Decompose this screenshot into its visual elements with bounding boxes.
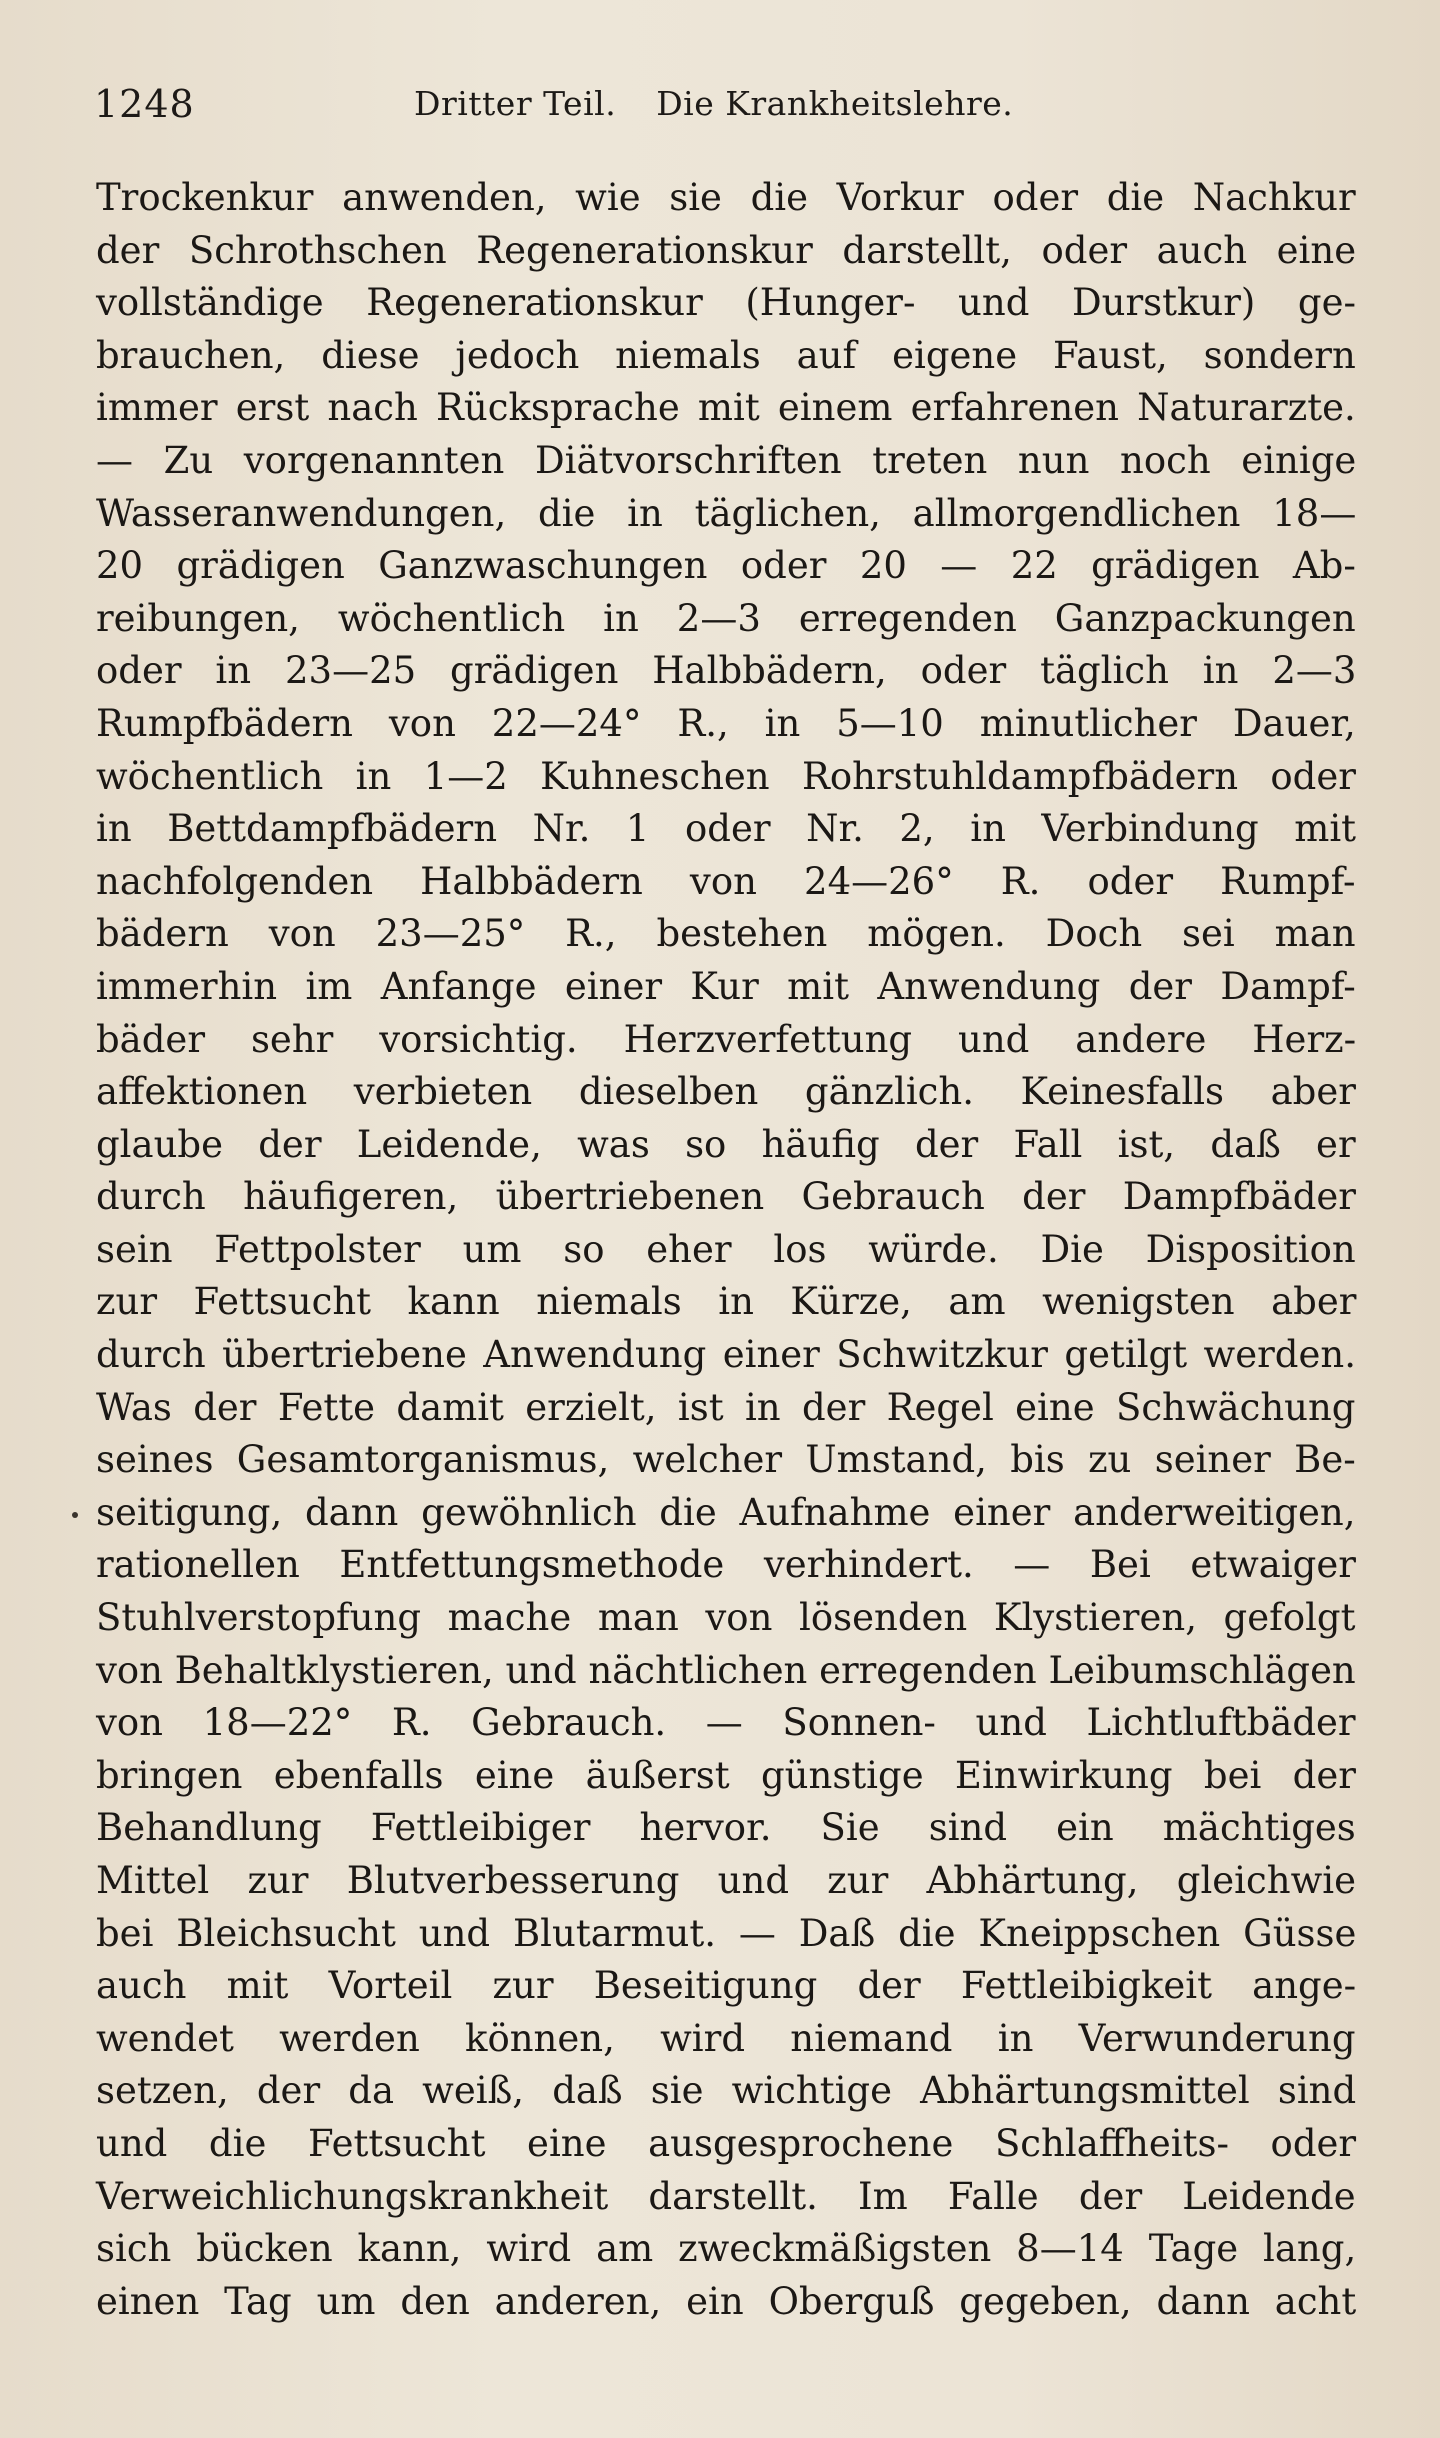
text-line: seitigung, dann gewöhnlich die Aufnahme einer anderweitigen, bbox=[96, 1490, 1356, 1534]
text-line: immerhin im Anfange einer Kur mit Anwendung der Dampf- bbox=[96, 964, 1356, 1008]
text-line: bädern von 23—25° R., bestehen mögen. Doch sei man bbox=[96, 912, 1356, 956]
body-text bbox=[96, 172, 1356, 2328]
text-line: brauchen, diese jedoch niemals auf eigene Faust, sondern bbox=[96, 333, 1356, 377]
text-line: seines Gesamtorganismus, welcher Umstand, bis zu seiner Be- bbox=[96, 1438, 1356, 1482]
text-line: Trockenkur anwenden, wie sie die Vorkur oder die Nachkur bbox=[96, 176, 1356, 219]
text-line: sein Fettpolster um so eher los würde. Die Disposition bbox=[96, 1227, 1356, 1271]
text-line: von 18—22° R. Gebrauch. — Sonnen- und Lichtluftbäder bbox=[96, 1701, 1356, 1745]
page-number: 1248 bbox=[94, 82, 195, 126]
text-line: Wasseranwendungen, die in täglichen, allmorgendlichen 18— bbox=[96, 491, 1357, 535]
text-line: glaube der Leidende, was so häufig der Fall ist, daß er bbox=[96, 1122, 1356, 1166]
text-line: bringen ebenfalls eine äußerst günstige Einwirkung bei der bbox=[96, 1753, 1356, 1797]
text-line: der Schrothschen Regenerationskur darstellt, oder auch eine bbox=[96, 228, 1357, 272]
text-line: — Zu vorgenannten Diätvorschriften treten nun noch einige bbox=[96, 438, 1357, 482]
text-line: rationellen Entfettungsmethode verhindert. — Bei etwaiger bbox=[96, 1543, 1356, 1587]
text-line: wöchentlich in 1—2 Kuhneschen Rohrstuhldampfbädern oder bbox=[96, 754, 1356, 798]
text-line: in Bettdampfbädern Nr. 1 oder Nr. 2, in Verbindung mit bbox=[96, 807, 1357, 851]
text-line: Was der Fette damit erzielt, ist in der Regel eine Schwächung bbox=[96, 1385, 1356, 1429]
text-line: Behandlung Fettleibiger hervor. Sie sind ein mächtiges bbox=[96, 1806, 1356, 1850]
text-line: von Behaltklystieren, und nächtlichen erregenden Leibumschlägen bbox=[96, 1648, 1356, 1692]
text-line: wendet werden können, wird niemand in Verwunderung bbox=[96, 2016, 1356, 2060]
margin-mark bbox=[72, 1512, 78, 1518]
text-line: durch häufigeren, übertriebenen Gebrauch der Dampfbäder bbox=[96, 1175, 1356, 1219]
page-header bbox=[94, 78, 1374, 138]
text-line: auch mit Vorteil zur Beseitigung der Fettleibigkeit ange- bbox=[96, 1964, 1357, 2008]
text-line: reibungen, wöchentlich in 2—3 erregenden Ganzpackungen bbox=[96, 596, 1356, 640]
text-line: Mittel zur Blutverbesserung und zur Abhärtung, gleichwie bbox=[96, 1859, 1356, 1902]
text-line: vollständige Regenerationskur (Hunger- und Durstkur) ge- bbox=[96, 281, 1357, 325]
text-line: 20 grädigen Ganzwaschungen oder 20 — 22 grädigen Ab- bbox=[96, 544, 1356, 588]
text-line: und die Fettsucht eine ausgesprochene Schlaffheits- oder bbox=[96, 2121, 1357, 2165]
text-line: Verweichlichungskrankheit darstellt. Im Falle der Leidende bbox=[96, 2174, 1356, 2218]
text-line: sich bücken kann, wird am zweckmäßigsten 8—14 Tage lang, bbox=[96, 2227, 1357, 2271]
text-line: Stuhlverstopfung mache man von lösenden Klystieren, gefolgt bbox=[96, 1596, 1356, 1640]
running-head bbox=[414, 84, 1013, 123]
text-line: bei Bleichsucht und Blutarmut. — Daß die Kneippschen Güsse bbox=[96, 1911, 1357, 1955]
text-line: Rumpfbädern von 22—24° R., in 5—10 minutlicher Dauer, bbox=[96, 701, 1356, 745]
text-line: durch übertriebene Anwendung einer Schwitzkur getilgt werden. bbox=[96, 1333, 1356, 1377]
running-head-part: Dritter Teil. bbox=[414, 84, 617, 123]
text-line: nachfolgenden Halbbädern von 24—26° R. oder Rumpf- bbox=[96, 859, 1356, 903]
text-line: bäder sehr vorsichtig. Herzverfettung und andere Herz- bbox=[96, 1017, 1357, 1061]
text-line: immer erst nach Rücksprache mit einem erfahrenen Naturarzte. bbox=[96, 386, 1356, 430]
text-line: oder in 23—25 grädigen Halbbädern, oder täglich in 2—3 bbox=[96, 649, 1357, 693]
text-line: affektionen verbieten dieselben gänzlich. Keinesfalls aber bbox=[96, 1070, 1356, 1114]
running-head-section: Die Krankheitslehre. bbox=[656, 84, 1014, 123]
text-line: setzen, der da weiß, daß sie wichtige Abhärtungsmittel sind bbox=[96, 2069, 1357, 2113]
text-line: einen Tag um den anderen, ein Oberguß gegeben, dann acht bbox=[96, 2279, 1357, 2323]
text-line: zur Fettsucht kann niemals in Kürze, am wenigsten aber bbox=[96, 1280, 1357, 1324]
